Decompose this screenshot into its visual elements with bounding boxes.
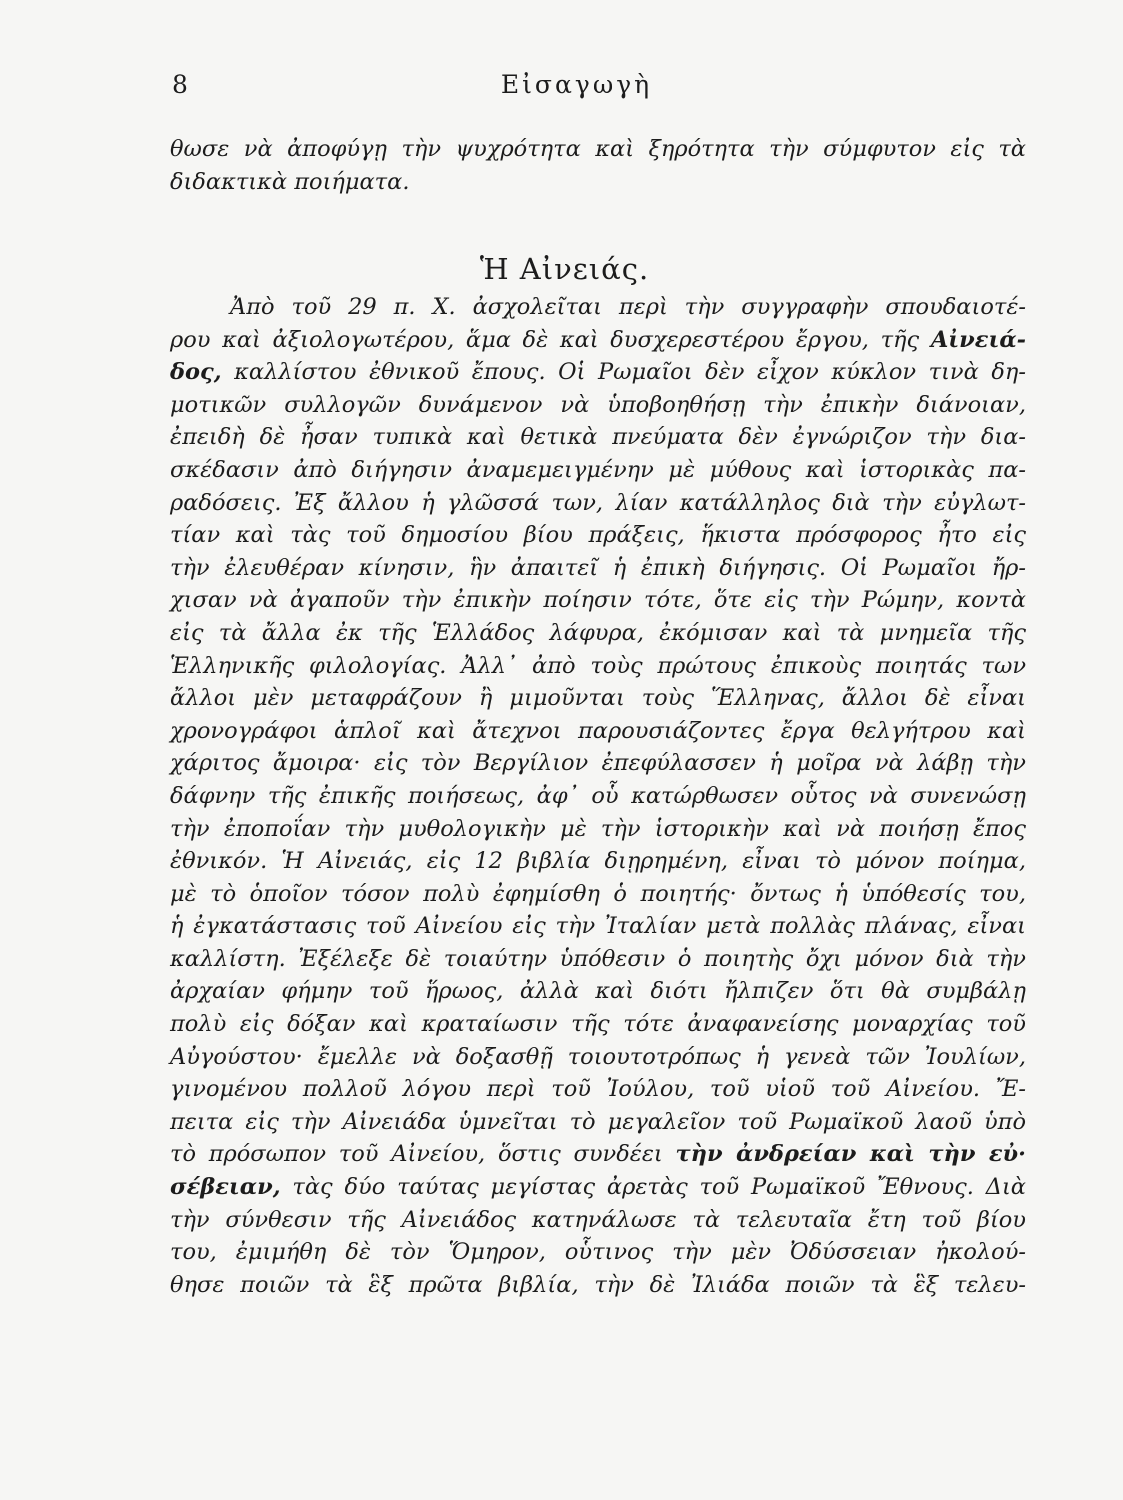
text-line [170,878,1026,911]
text-line [170,389,1026,422]
text-run: καλλίστη. Ἐξέλεξε δὲ τοιαύτην ὑπόθεσιν ὁ ποιητὴς ὄχι μόνον διὰ τὴν [170,945,1026,972]
text-run: τίαν καὶ τὰς τοῦ δημοσίου βίου πράξεις, ἥκιστα πρόσφορος ἦτο εἰς [170,522,1026,549]
text-line [170,1073,1026,1106]
text-line [170,1008,1026,1041]
text-line [170,813,1026,846]
text-line [170,519,1026,552]
text-run: χάριτος ἄμοιρα· εἰς τὸν Βεργίλιον ἐπεφύλασσεν ἡ μοῖρα νὰ λάβῃ τὴν [170,750,1026,777]
text-line [170,682,1026,715]
text-line [170,584,1026,617]
text-run: δάφνην τῆς ἐπικῆς ποιήσεως, ἀφ᾽ οὗ κατώρθωσεν οὗτος νὰ συνενώσῃ [170,782,1026,809]
text-line [170,780,1026,813]
text-line [170,617,1026,650]
text-line [170,1204,1026,1237]
text-run: θησε ποιῶν τὰ ἓξ πρῶτα βιβλία, τὴν δὲ Ἰλιάδα ποιῶν τὰ ἓξ τελευ- [170,1271,1026,1298]
text-run: χρονογράφοι ἁπλοῖ καὶ ἄτεχνοι παρουσιάζοντες ἔργα θελγήτρου καὶ [170,717,1026,744]
text-run: πειτα εἰς τὴν Αἰνειάδα ὑμνεῖται τὸ μεγαλεῖον τοῦ Ρωμαϊκοῦ λαοῦ ὑπὸ [170,1108,1026,1135]
text-run: εἰς τὰ ἄλλα ἐκ τῆς Ἑλλάδος λάφυρα, ἐκόμισαν καὶ τὰ μνημεῖα τῆς [170,619,1026,646]
text-run: γινομένου πολλοῦ λόγου περὶ τοῦ Ἰούλου, τοῦ υἱοῦ τοῦ Αἰνείου. Ἔ- [170,1076,1026,1103]
text-line [170,747,1026,780]
text-line [170,291,1026,324]
text-line [170,650,1026,683]
text-run: σκέδασιν ἀπὸ διήγησιν ἀναμεμειγμένην μὲ μύθους καὶ ἱστορικὰς πα- [170,456,1026,483]
bold-text: σέβειαν, [170,1174,281,1201]
text-line [170,1041,1026,1074]
text-line [170,845,1026,878]
text-run: μοτικῶν συλλογῶν δυνάμενον νὰ ὑποβοηθήσῃ τὴν ἐπικὴν διάνοιαν, [170,391,1026,418]
text-run: τὰς δύο ταύτας μεγίστας ἀρετὰς τοῦ Ρωμαϊκοῦ Ἔθνους. Διὰ [280,1174,1026,1201]
text-line: θωσε νὰ ἀποφύγῃ τὴν ψυχρότητα καὶ ξηρότητα τὴν σύμφυτον εἰς τὰ [170,136,1026,162]
text-line [170,324,1026,357]
text-line [170,1269,1026,1302]
text-line [170,552,1026,585]
text-run: ρου καὶ ἀξιολογωτέρου, ἅμα δὲ καὶ δυσχερεστέρου ἔργου, τῆς [170,326,931,353]
text-line [170,1171,1026,1204]
text-line [170,715,1026,748]
text-run: τὴν ἐποποΐαν τὴν μυθολογικὴν μὲ τὴν ἱστορικὴν καὶ νὰ ποιήσῃ ἔπος [170,815,1026,842]
body-paragraph [170,291,1026,1301]
text-line [170,356,1026,389]
text-run: ἡ ἐγκατάστασις τοῦ Αἰνείου εἰς τὴν Ἰταλίαν μετὰ πολλὰς πλάνας, εἶναι [170,913,1026,940]
bold-text: Αἰνειά- [930,326,1026,353]
text-run: ἐπειδὴ δὲ ἦσαν τυπικὰ καὶ θετικὰ πνεύματα δὲν ἐγνώριζον τὴν δια- [170,424,1026,451]
text-line [170,975,1026,1008]
bold-text: δος, [170,359,222,386]
text-run: ἀρχαίαν φήμην τοῦ ἥρωος, ἀλλὰ καὶ διότι ἤλπιζεν ὅτι θὰ συμβάλῃ [170,978,1026,1005]
text-run: πολὺ εἰς δόξαν καὶ κραταίωσιν τῆς τότε ἀναφανείσης μοναρχίας τοῦ [170,1011,1026,1038]
text-run: τὸ πρόσωπον τοῦ Αἰνείου, ὅστις συνδέει [170,1141,676,1168]
text-line [170,1106,1026,1139]
text-line [170,421,1026,454]
text-run: καλλίστου ἐθνικοῦ ἔπους. Οἱ Ρωμαῖοι δὲν εἶχον κύκλον τινὰ δη- [221,359,1026,386]
text-run: ραδόσεις. Ἐξ ἄλλου ἡ γλῶσσά των, λίαν κατάλληλος διὰ τὴν εὐγλωτ- [170,489,1026,516]
text-line [170,1236,1026,1269]
text-run: χισαν νὰ ἀγαποῦν τὴν ἐπικὴν ποίησιν τότε, ὅτε εἰς τὴν Ρώμην, κοντὰ [170,587,1026,614]
page-number: 8 [172,70,188,99]
text-line [170,943,1026,976]
intro-paragraph [170,133,1026,198]
text-run: του, ἐμιμήθη δὲ τὸν Ὅμηρον, οὗτινος τὴν μὲν Ὀδύσσειαν ἠκολού- [170,1239,1026,1266]
text-run: μὲ τὸ ὁποῖον τόσον πολὺ ἐφημίσθη ὁ ποιητής· ὄντως ἡ ὑπόθεσίς του, [170,880,1026,907]
text-line [170,487,1026,520]
text-run: Ἀπὸ τοῦ 29 π. Χ. ἀσχολεῖται περὶ τὴν συγγραφὴν σπουδαιοτέ- [230,294,1026,320]
running-head: Εἰσαγωγὴ [500,70,653,99]
text-line: διδακτικὰ ποιήματα. [170,168,410,195]
text-run: Αὐγούστου· ἔμελλε νὰ δοξασθῇ τοιουτοτρόπως ἡ γενεὰ τῶν Ἰουλίων, [170,1043,1026,1070]
text-run: τὴν σύνθεσιν τῆς Αἰνειάδος κατηνάλωσε τὰ τελευταῖα ἔτη τοῦ βίου [170,1206,1026,1233]
text-line [170,1138,1026,1171]
text-line [170,454,1026,487]
text-run: Ἑλληνικῆς φιλολογίας. Ἀλλ᾽ ἀπὸ τοὺς πρώτους ἐπικοὺς ποιητάς των [170,652,1026,679]
text-run: τὴν ἐλευθέραν κίνησιν, ἣν ἀπαιτεῖ ἡ ἐπικὴ διήγησις. Οἱ Ρωμαῖοι ἤρ- [170,554,1026,581]
bold-text: τὴν ἀνδρείαν καὶ τὴν εὐ· [675,1141,1026,1168]
text-run: ἐθνικόν. Ἡ Αἰνειάς, εἰς 12 βιβλία διῃρημένη, εἶναι τὸ μόνον ποίημα, [170,848,1026,875]
text-run: ἄλλοι μὲν μεταφράζουν ἢ μιμοῦνται τοὺς Ἕλληνας, ἄλλοι δὲ εἶναι [170,685,1026,712]
text-line [170,910,1026,943]
section-title: Ἡ Αἰνειάς. [479,252,650,286]
